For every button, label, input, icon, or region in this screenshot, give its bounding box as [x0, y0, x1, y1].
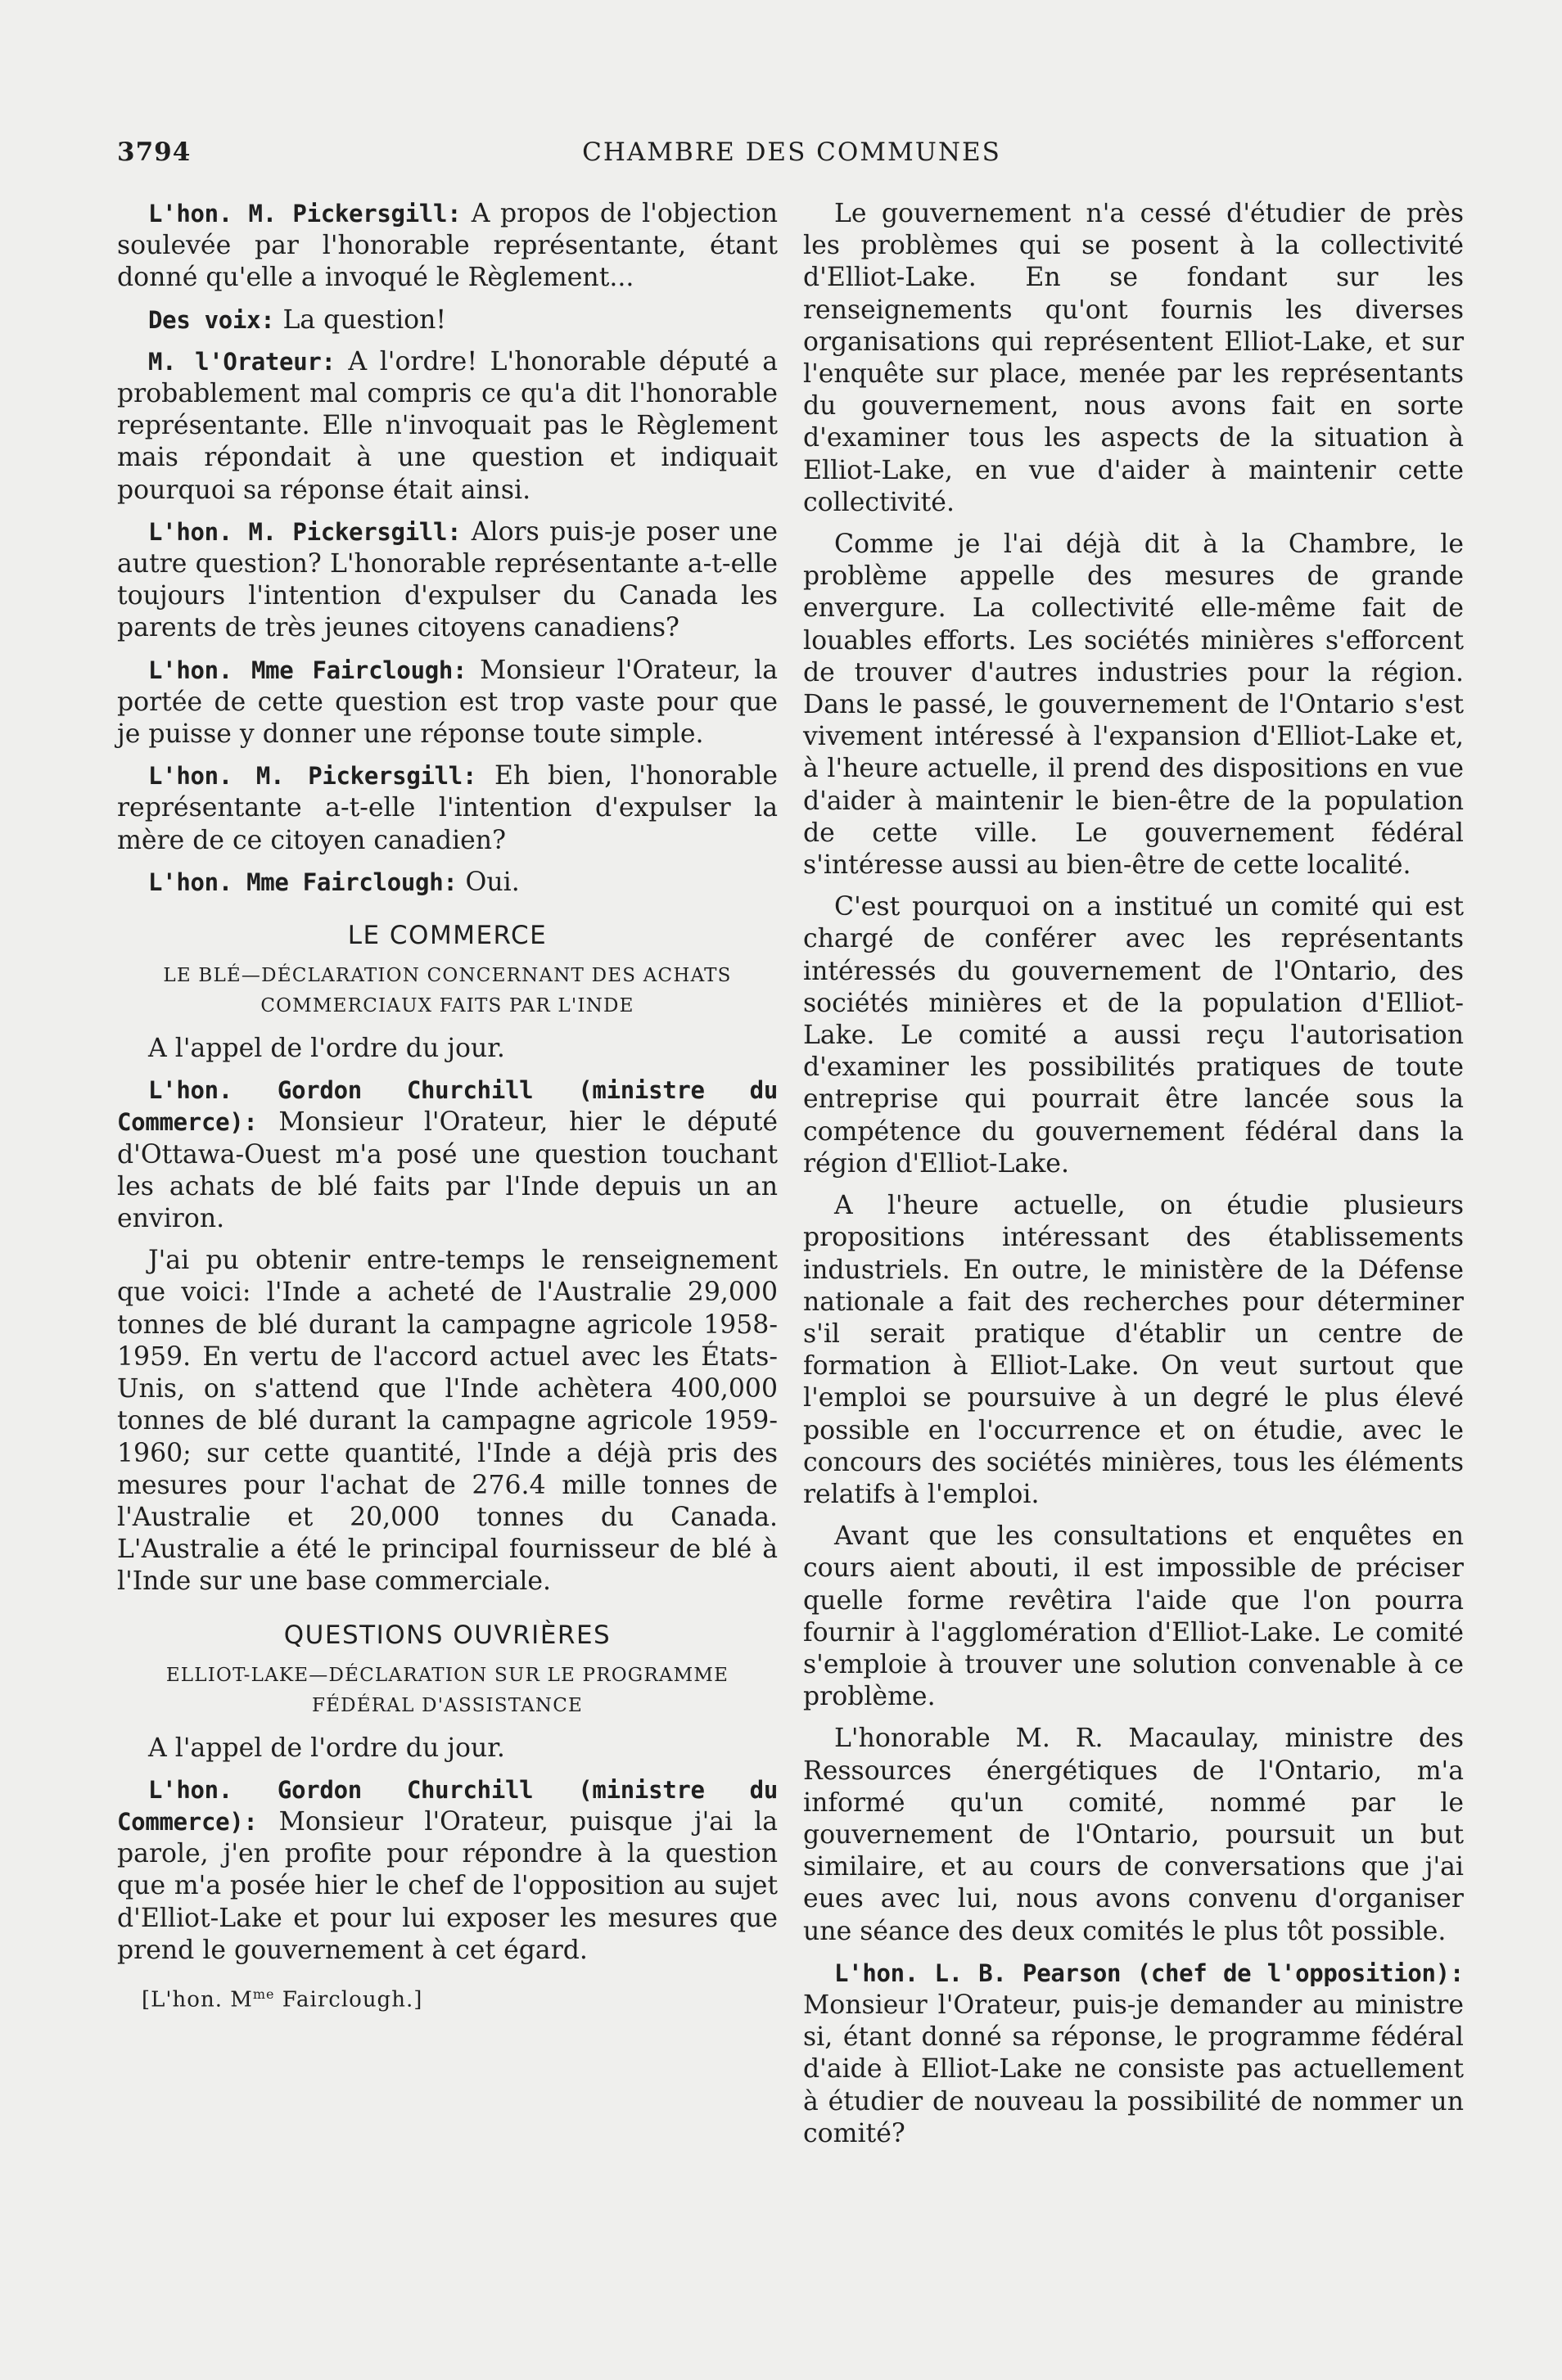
paragraph — [117, 655, 778, 751]
sub-heading: ELLIOT-LAKE—DÉCLARATION SUR LE PROGRAMME FÉDÉRAL D'ASSISTANCE — [165, 1664, 729, 1716]
speaker-name: L'hon. Mme Fairclough: — [148, 656, 467, 684]
paragraph — [117, 760, 778, 857]
paragraph — [117, 1075, 778, 1235]
paragraph — [117, 346, 778, 507]
sub-heading: LE BLÉ—DÉCLARATION CONCERNANT DES ACHATS COMMERCIAUX FAITS PAR L'INDE — [163, 965, 732, 1017]
speech-text: Monsieur l'Orateur, hier le député d'Ottawa-Ouest m'a posé une question touchant les achats de blé faits par l'Inde depuis un an environ. — [117, 1107, 778, 1234]
section-heading: LE COMMERCE — [347, 921, 548, 951]
paragraph — [117, 304, 778, 336]
section-heading: QUESTIONS OUVRIÈRES — [283, 1620, 612, 1650]
speech-text: Monsieur l'Orateur, puisque j'ai la parole, j'en profite pour répondre à la question que m'a posée hier le chef de l'opposition au sujet d'Elliot-Lake et pour lui exposer les mesures que prend le gouvernement à cet égard. — [117, 1806, 778, 1965]
page-number: 3794 — [117, 137, 192, 167]
paragraph — [117, 1774, 778, 1967]
paragraph — [803, 198, 1464, 519]
speaker-name: Des voix: — [148, 305, 275, 334]
speech-text: C'est pourquoi on a institué un comité qui est chargé de conférer avec les représentants intéressés du gouvernement de l'Ontario, des sociétés minières et de la population d'Elliot-Lake. Le comité a aussi reçu l'autorisation d'examiner les possibilités pratiques de toute entreprise qui pourrait être lancée sous la compétence du gouvernement fédéral dans la région d'Elliot-Lake. — [803, 892, 1464, 1179]
speaker-name: L'hon. Mme Fairclough: — [148, 868, 458, 896]
paragraph — [117, 1733, 778, 1765]
speaker-name: L'hon. Gordon Churchill (ministre du Commerce): — [117, 1775, 778, 1836]
speech-text: Avant que les consultations et enquêtes en cours aient abouti, il est impossible de préciser quelle forme revêtira l'aide que l'on pourra fournir à l'agglomération d'Elliot-Lake. Le comité s'emploie à trouver une solution convenable à ce problème. — [803, 1521, 1464, 1712]
speaker-name: L'hon. M. Pickersgill: — [148, 517, 462, 546]
speech-text: Eh bien, l'honorable représentante a-t-elle l'intention d'expulser la mère de ce citoyen canadien? — [117, 761, 778, 855]
speech-text: Le gouvernement n'a cessé d'étudier de près les problèmes qui se posent à la collectivité d'Elliot-Lake. En se fondant sur les renseignements qu'ont fournis les diverses organisations qui représentent Elliot-Lake, et sur l'enquête sur place, menée par les représentants du gouvernement, nous avons fait en sorte d'examiner tous les aspects de la situation à Elliot-Lake, en vue d'aider à maintenir cette collectivité. — [803, 199, 1464, 517]
paragraph — [803, 1521, 1464, 1713]
speech-text: Monsieur l'Orateur, la portée de cette question est trop vaste pour que je puisse y donner une réponse toute simple. — [117, 655, 778, 750]
journal-title: CHAMBRE DES COMMUNES — [582, 137, 1001, 167]
speech-text: A l'appel de l'ordre du jour. — [148, 1034, 505, 1064]
speech-text: A l'heure actuelle, on étudie plusieurs propositions intéressant des établissements industriels. En outre, le ministère de la Défense nationale a fait des recherches pour déterminer s'il serait pratique d'établir un centre de formation à Elliot-Lake. On veut surtout que l'emploi se poursuive à un degré le plus élevé possible en l'occurrence et on étudie, avec le concours des sociétés minières, tous les éléments relatifs à l'emploi. — [803, 1191, 1464, 1509]
continuation-note-superscript: me — [252, 1986, 275, 2002]
paragraph — [117, 516, 778, 645]
paragraph — [803, 529, 1464, 881]
continuation-note-text: [L'hon. M — [142, 1987, 253, 2013]
speech-text: A l'ordre! L'honorable député a probablement mal compris ce qu'a dit l'honorable représentante. Elle n'invoquait pas le Règlement mais répondait à une question et indiquait pourquoi sa réponse était ainsi. — [117, 346, 779, 505]
paragraph — [803, 1190, 1464, 1511]
speech-text: Comme je l'ai déjà dit à la Chambre, le problème appelle des mesures de grande envergure. La collectivité elle-même fait de louables efforts. Les sociétés minières s'efforcent de trouver d'autres industries pour la région. Dans le passé, le gouvernement de l'Ontario s'est vivement intéressé à l'expansion d'Elliot-Lake et, à l'heure actuelle, il prend des dispositions en vue d'aider à maintenir le bien-être de la population de cette ville. Le gouvernement fédéral s'intéresse aussi au bien-être de cette localité. — [803, 530, 1464, 881]
speech-text: Alors puis-je poser une autre question? L'honorable représentante a-t-elle toujours l'intention d'expulser du Canada les parents de très jeunes citoyens canadiens? — [117, 516, 779, 643]
running-head — [117, 137, 1466, 178]
right-column — [803, 198, 1464, 2160]
speaker-name: L'hon. Gordon Churchill (ministre du Commerce): — [117, 1076, 778, 1137]
paragraph — [803, 1958, 1464, 2150]
speech-text: A l'appel de l'ordre du jour. — [148, 1733, 505, 1763]
paragraph — [117, 1245, 778, 1598]
speaker-name: L'hon. M. Pickersgill: — [148, 762, 477, 791]
speaker-name: M. l'Orateur: — [148, 347, 336, 376]
paragraph — [117, 198, 778, 295]
continuation-note — [142, 1978, 778, 2017]
paragraph — [117, 1033, 778, 1065]
paragraph — [117, 867, 778, 899]
speech-text: A propos de l'objection soulevée par l'honorable représentante, étant donné qu'elle a invoqué le Règlement... — [117, 199, 778, 293]
left-column — [117, 198, 778, 2017]
speech-text: Oui. — [457, 867, 520, 897]
speaker-name: L'hon. L. B. Pearson (chef de l'opposition): — [834, 1959, 1464, 1987]
speech-text: La question! — [274, 304, 447, 335]
speech-text: Monsieur l'Orateur, puis-je demander au ministre si, étant donné sa réponse, le programme fédéral d'aide à Elliot-Lake ne consiste pas actuellement à étudier de nouveau la possibilité de nommer un comité? — [803, 1990, 1464, 2148]
paragraph — [803, 891, 1464, 1180]
speech-text: L'honorable M. R. Macaulay, ministre des Ressources énergétiques de l'Ontario, m'a informé qu'un comité, nommé par le gouvernement de l'Ontario, poursuit un but similaire, et au cours de conversations que j'ai eues avec lui, nous avons convenu d'organiser une séance des deux comités le plus tôt possible. — [803, 1724, 1464, 1946]
speaker-name: L'hon. M. Pickersgill: — [148, 200, 462, 228]
paragraph — [803, 1723, 1464, 1947]
continuation-note-text: Fairclough.] — [274, 1987, 423, 2013]
speech-text: J'ai pu obtenir entre-temps le renseignement que voici: l'Inde a acheté de l'Australie 29,000 tonnes de blé durant la campagne agricole 1958-1959. En vertu de l'accord actuel avec les États-Unis, on s'attend que l'Inde achètera 400,000 tonnes de blé durant la campagne agricole 1959-1960; sur cette quantité, l'Inde a déjà pris des mesures pour l'achat de 276.4 mille tonnes de l'Australie et 20,000 tonnes du Canada. L'Australie a été le principal fournisseur de blé à l'Inde sur une base commerciale. — [117, 1246, 778, 1597]
